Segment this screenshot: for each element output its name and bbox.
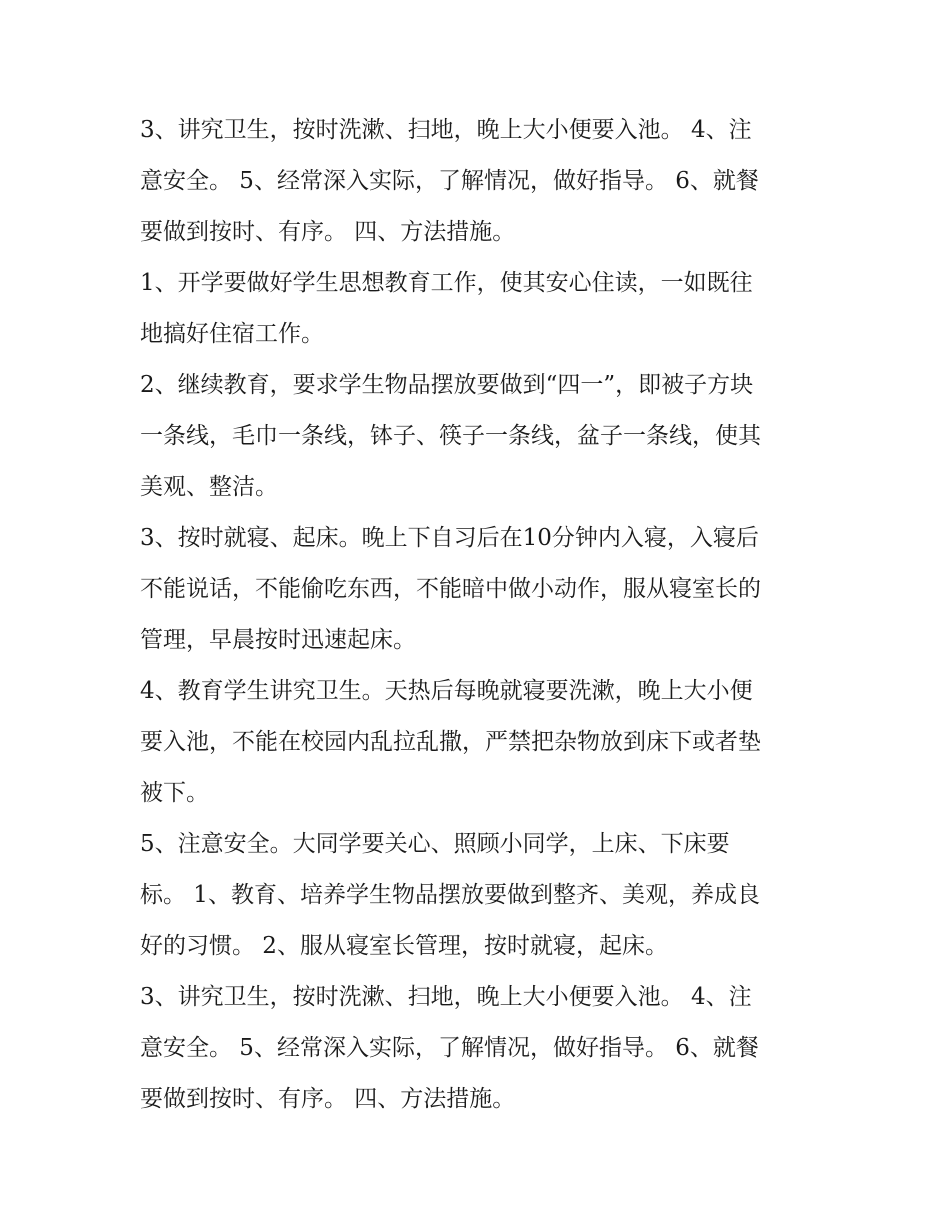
document-body bbox=[140, 105, 820, 1125]
paragraph-7: 3、讲究卫生，按时洗漱、扫地，晚上大小便要入池。 4、注 意安全。 5、经常深入实际，了解情况，做好指导。 6、就餐 要做到按时、有序。 四、方法措施。 bbox=[140, 984, 759, 1112]
paragraph-2: 1、开学要做好学生思想教育工作，使其安心住读，一如既往 地搞好住宿工作。 bbox=[140, 270, 753, 347]
paragraph-1: 3、讲究卫生，按时洗漱、扫地，晚上大小便要入池。 4、注 意安全。 5、经常深入实际，了解情况，做好指导。 6、就餐 要做到按时、有序。 四、方法措施。 bbox=[140, 117, 759, 245]
paragraph-4: 3、按时就寝、起床。晚上下自习后在10分钟内入寝，入寝后 不能说话，不能偷吃东西，不能暗中做小动作，服从寝室长的 管理，早晨按时迅速起床。 bbox=[140, 525, 761, 653]
paragraph-6: 5、注意安全。大同学要关心、照顾小同学，上床、下床要 标。 1、教育、培养学生物品摆放要做到整齐、美观，养成良 好的习惯。 2、服从寝室长管理，按时就寝，起床。 bbox=[140, 831, 760, 959]
paragraph-5: 4、教育学生讲究卫生。天热后每晚就寝要洗漱，晚上大小便 要入池，不能在校园内乱拉乱撒，严禁把杂物放到床下或者垫 被下。 bbox=[140, 678, 761, 806]
paragraph-3: 2、继续教育，要求学生物品摆放要做到“四一”，即被子方块 一条线，毛巾一条线，钵子、筷子一条线，盆子一条线，使其 美观、整洁。 bbox=[140, 372, 761, 500]
